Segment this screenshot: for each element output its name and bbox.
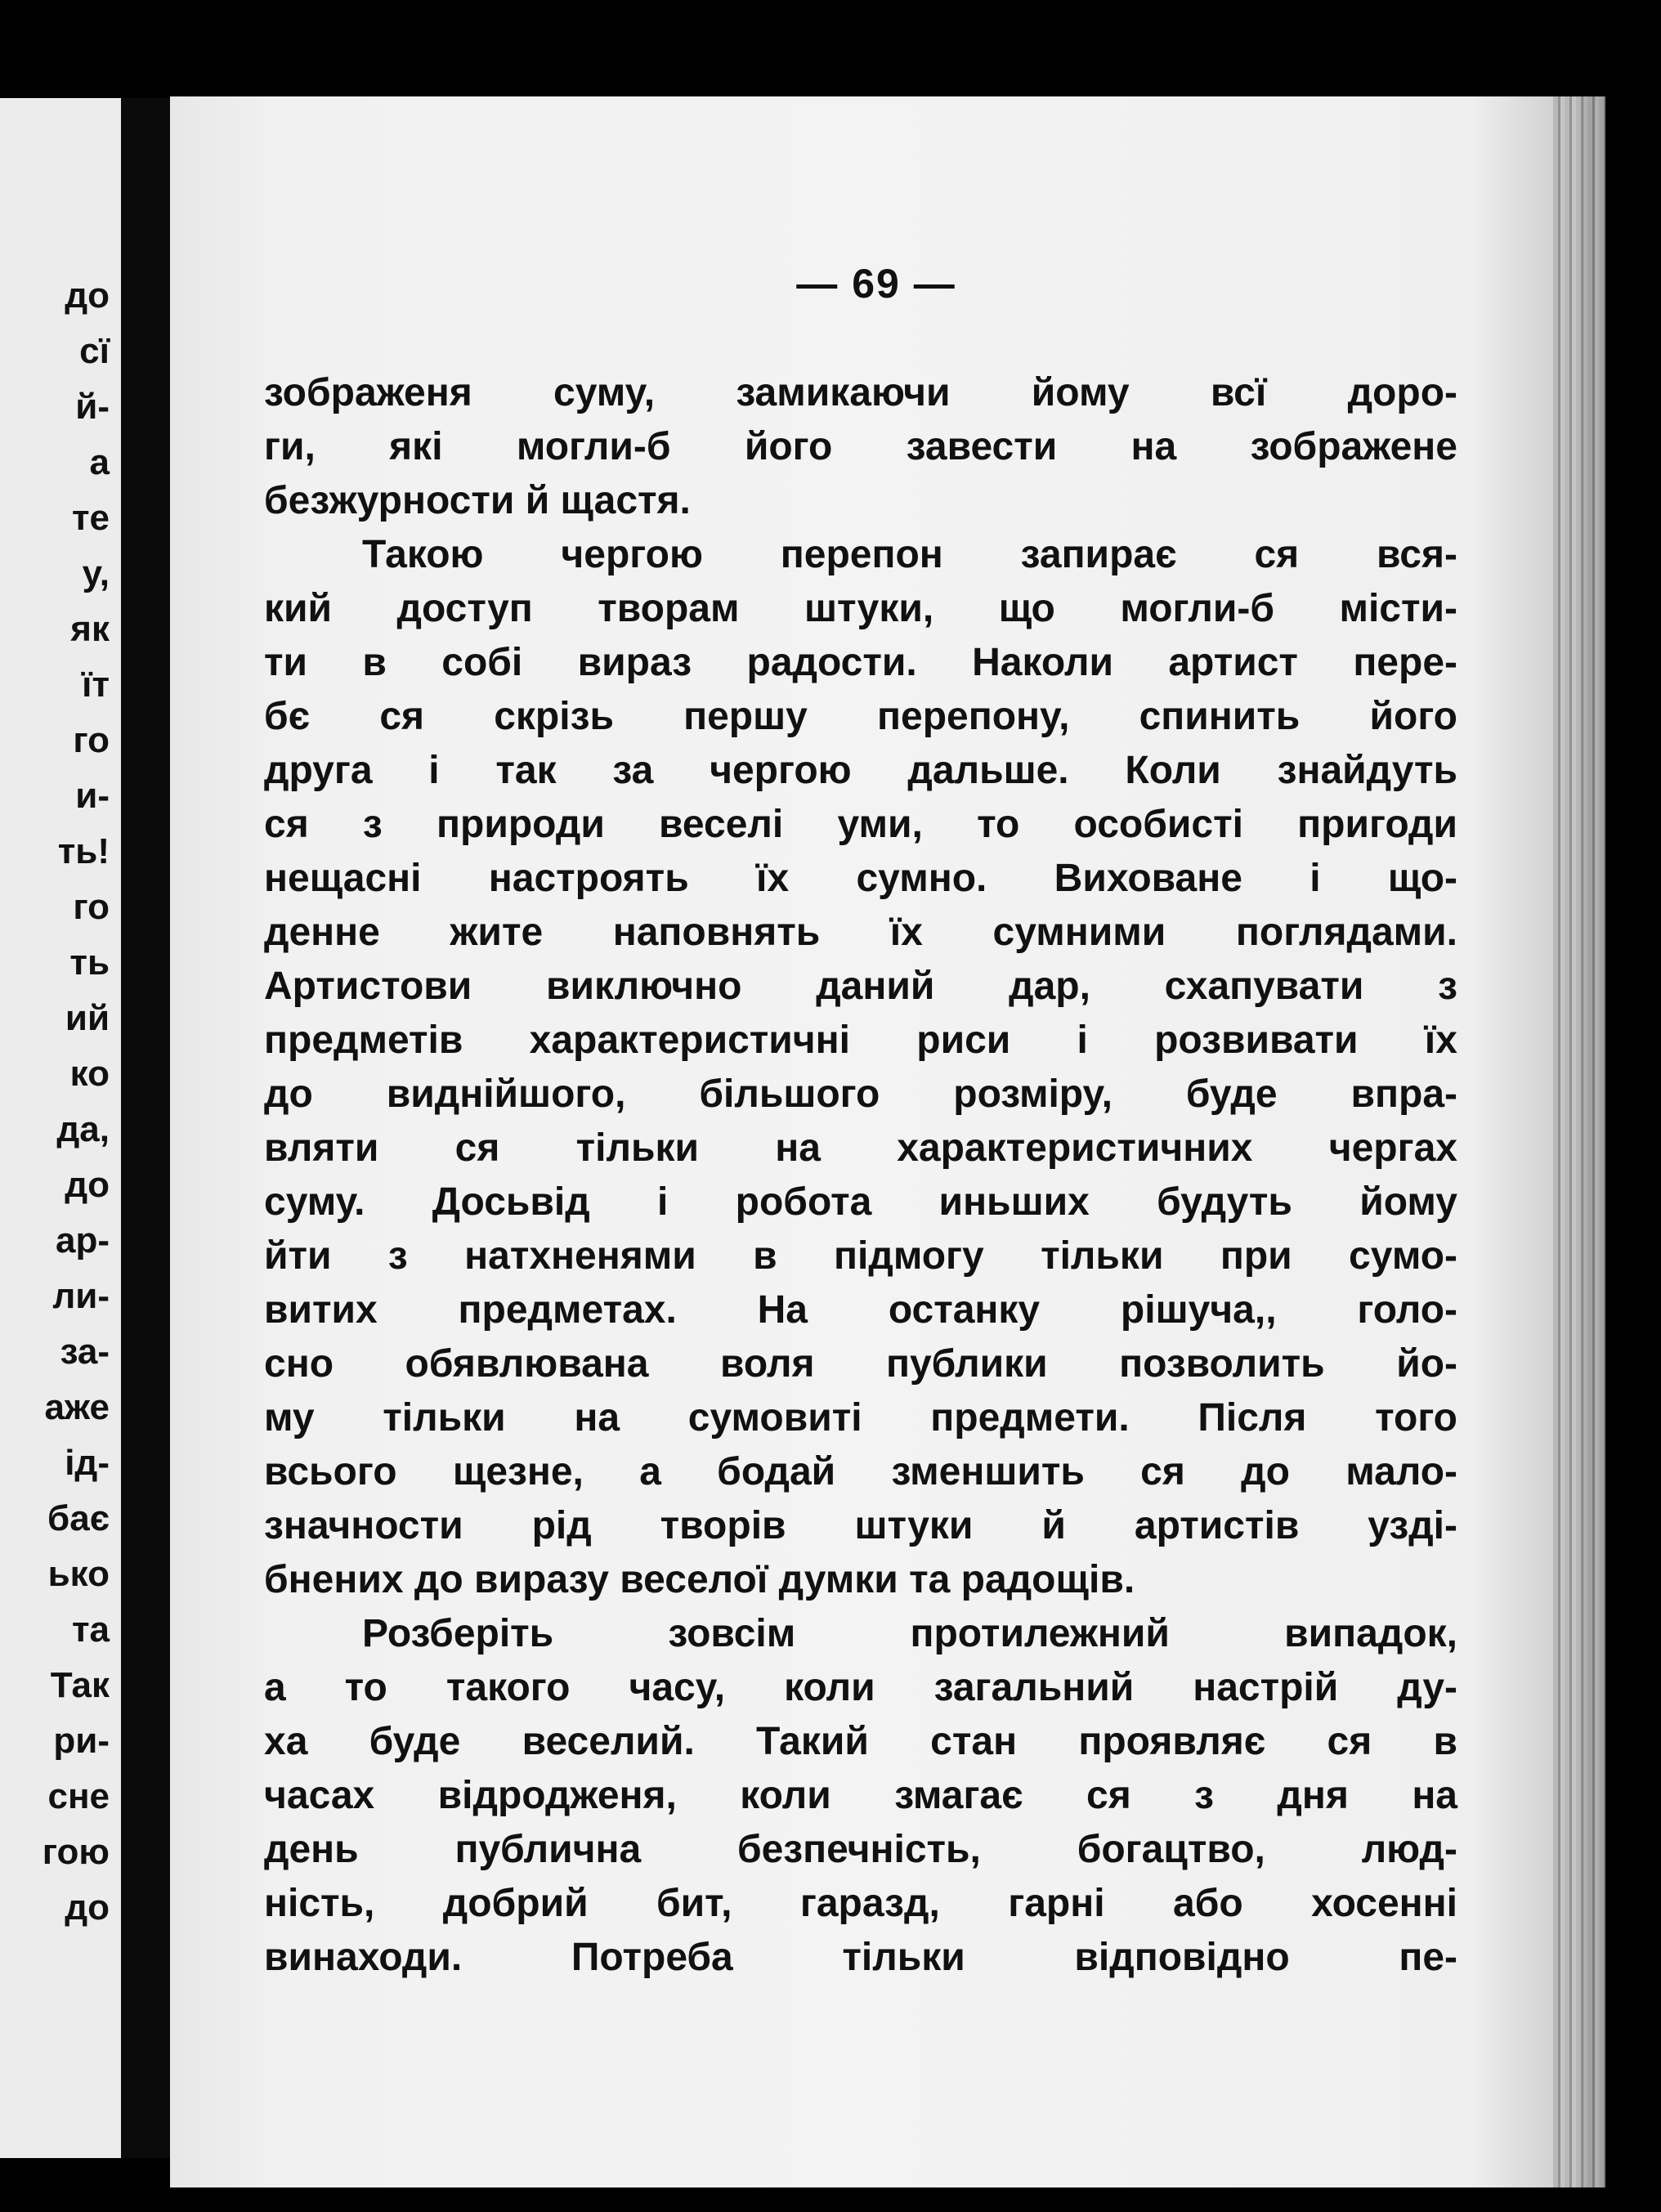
left-page-line-fragment: до — [65, 275, 110, 316]
left-page-line-fragment: ть — [69, 943, 110, 983]
text-line: сно обявлювана воля публики позволить йо- — [264, 1342, 1457, 1386]
text-line: йти з натхненями в підмогу тільки при сумо- — [264, 1234, 1457, 1278]
left-page-line-fragment: до — [65, 1165, 110, 1205]
text-line: нещасні настроять їх сумно. Виховане і що- — [264, 857, 1457, 900]
text-line: бнених до виразу веселої думки та радощів. — [264, 1558, 1135, 1601]
left-page-line-fragment: а — [89, 442, 110, 482]
text-line: до виднійшого, більшого розміру, буде впра- — [264, 1072, 1457, 1116]
page-edge — [1553, 96, 1605, 2187]
text-line: Розберіть зовсім протилежний випадок, — [362, 1612, 1457, 1655]
left-page-line-fragment: у, — [82, 553, 110, 593]
text-line: а то такого часу, коли загальний настрій ду- — [264, 1666, 1457, 1709]
left-page-line-fragment: їт — [82, 665, 110, 705]
text-line: ність, добрий бит, гаразд, гарні або хосенні — [264, 1882, 1457, 1925]
text-line: вляти ся тільки на характеристичних чергах — [264, 1126, 1457, 1170]
text-line: кий доступ творам штуки, що могли-б місти- — [264, 587, 1457, 630]
text-line: ся з природи веселі уми, то особисті пригоди — [264, 803, 1457, 846]
left-page-line-fragment: аже — [44, 1387, 110, 1427]
text-line: Такою чергою перепон запирає ся вся- — [362, 533, 1457, 576]
text-line: часах відродженя, коли змагає ся з дня на — [264, 1774, 1457, 1817]
left-page-line-fragment: ко — [69, 1054, 110, 1094]
text-line: день публична безпечність, богацтво, люд- — [264, 1828, 1457, 1871]
text-line: значности рід творів штуки й артистів узді- — [264, 1504, 1457, 1547]
left-page-line-fragment: та — [71, 1610, 110, 1650]
text-line: ха буде веселий. Такий стан проявляє ся в — [264, 1720, 1457, 1763]
left-page-line-fragment: да, — [56, 1109, 110, 1149]
left-page-line-fragment: ри- — [53, 1721, 110, 1761]
left-page-line-fragment: ть! — [57, 831, 110, 871]
text-line: безжурности й щастя. — [264, 479, 691, 522]
left-page-line-fragment: го — [73, 887, 110, 927]
left-page-line-fragment: бає — [47, 1498, 110, 1538]
left-page-line-fragment: за- — [60, 1332, 110, 1372]
left-page-line-fragment: и- — [75, 776, 110, 816]
left-page-line-fragment: сї — [79, 331, 110, 371]
left-page-line-fragment: гою — [42, 1832, 110, 1872]
left-page-line-fragment: го — [73, 720, 110, 760]
left-page-line-fragment: ар- — [56, 1220, 110, 1260]
text-line: всього щезне, а бодай зменшить ся до мало- — [264, 1450, 1457, 1493]
text-line: Артистови виключно даний дар, схапувати з — [264, 965, 1457, 1008]
text-line: друга і так за чергою дальше. Коли знайдуть — [264, 749, 1457, 792]
left-page-line-fragment: ли- — [52, 1276, 110, 1316]
text-line: винаходи. Потреба тільки відповідно пе- — [264, 1936, 1457, 1979]
left-page-line-fragment: те — [71, 498, 110, 538]
left-page-line-fragment: й- — [75, 387, 110, 427]
page-body-text — [264, 366, 1457, 1985]
page-number: — 69 — — [796, 261, 956, 307]
book-page — [170, 96, 1583, 2187]
text-line: предметів характеристичні риси і розвивати їх — [264, 1019, 1457, 1062]
text-line: зображеня суму, замикаючи йому всї доро- — [264, 371, 1457, 414]
left-page-line-fragment: ід- — [65, 1443, 110, 1483]
text-line: витих предметах. На останку рішуча,, голо- — [264, 1288, 1457, 1332]
text-line: бє ся скрізь першу перепону, спинить його — [264, 695, 1457, 738]
left-page-line-fragment: до — [65, 1887, 110, 1928]
text-line: ги, які могли-б його завести на зображене — [264, 425, 1457, 468]
text-line: денне жите наповнять їх сумними поглядами. — [264, 911, 1457, 954]
left-page-line-fragment: Так — [50, 1665, 110, 1705]
left-page-line-fragment: сне — [47, 1776, 110, 1816]
text-line: суму. Досьвід і робота иньших будуть йому — [264, 1180, 1457, 1224]
text-line: му тільки на сумовиті предмети. Після того — [264, 1396, 1457, 1440]
text-line: ти в собі вираз радости. Наколи артист пере- — [264, 641, 1457, 684]
left-page-line-fragment: ько — [47, 1554, 110, 1594]
left-page-line-fragment: як — [70, 609, 110, 649]
left-page-fragment — [0, 98, 121, 2158]
book-gutter — [121, 98, 170, 2158]
left-page-line-fragment: ий — [65, 998, 110, 1038]
